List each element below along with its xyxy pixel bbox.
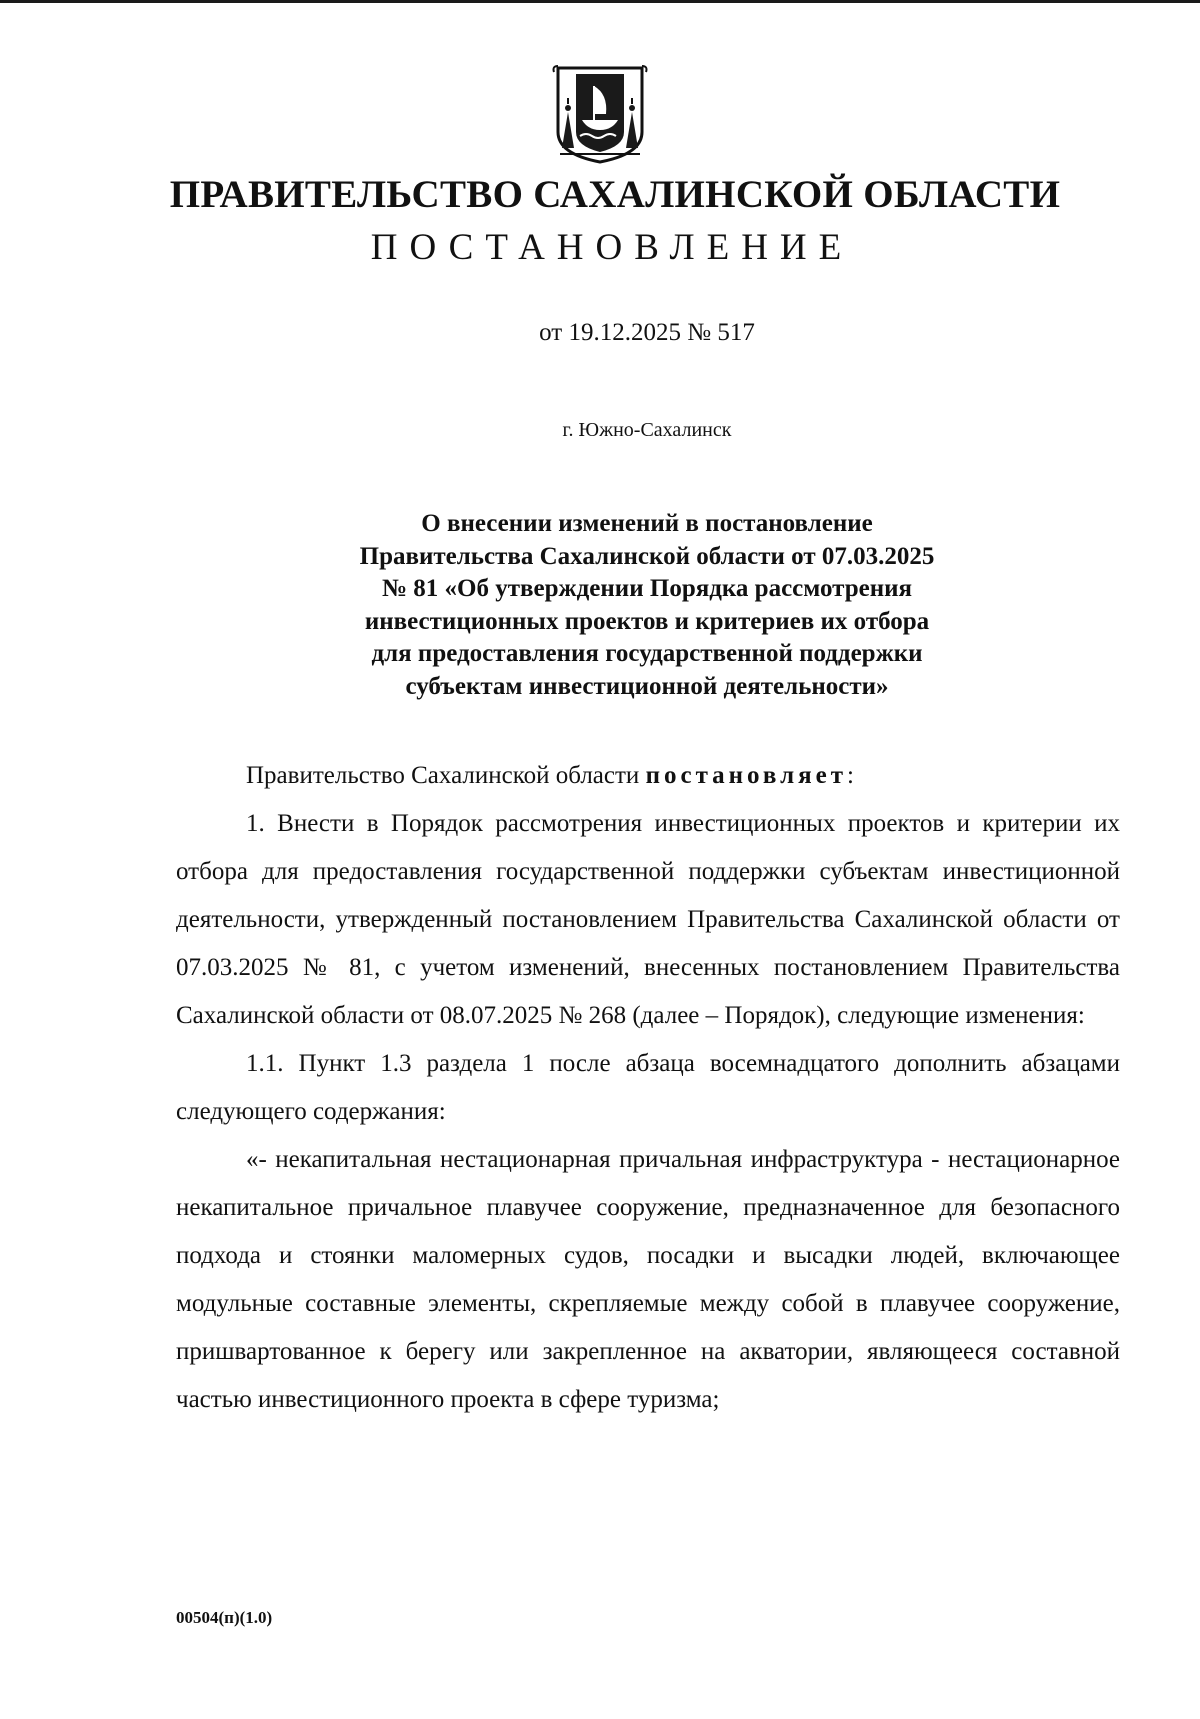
document-city: г. Южно-Сахалинск [562,419,732,441]
scan-top-edge [0,0,1200,3]
government-title: ПРАВИТЕЛЬСТВО САХАЛИНСКОЙ ОБЛАСТИ [169,173,1061,216]
subject-line: для предоставления государственной поддержки [371,640,923,667]
document-body [176,752,1120,1424]
subject-line: субъектам инвестиционной деятельности» [405,672,889,700]
document-date-number: от 19.12.2025 № 517 [539,319,755,346]
preamble-end: : [847,762,854,789]
subject-line: О внесении изменений в постановление [421,510,873,537]
preamble-text: Правительство Сахалинской области [246,762,646,789]
form-code: 00504(п)(1.0) [176,1608,273,1627]
subject-line: Правительства Сахалинской области от 07.03.2025 [359,542,935,570]
subject-line: № 81 «Об утверждении Порядка рассмотрения [381,575,913,602]
document-kind-title: ПОСТАНОВЛЕНИЕ [370,227,854,268]
body-paragraph: 1.1. Пункт 1.3 раздела 1 после абзаца восемнадцатого дополнить абзацами следующего содержания: [176,1050,1120,1125]
subject-line: инвестиционных проектов и критериев их отбора [364,607,930,635]
body-paragraph: «- некапитальная нестационарная причальная инфраструктура - нестационарное некапитальное причальное плавучее сооружение, предназначенное для безопасного подхода и стоянки маломерных судов, посадки и высадки людей, включающее модульные составные элементы, скрепляемые между собой в плавучее сооружение, пришвартованное к берегу или закрепленное на акватории, являющееся составной частью инвестиционного проекта в сфере туризма; [176,1146,1120,1413]
preamble-paragraph [176,752,1120,800]
document-subject [0,508,1200,703]
body-paragraph: 1. Внести в Порядок рассмотрения инвестиционных проектов и критерии их отбора для предоставления государственной поддержки субъектам инвестиционной деятельности, утвержденный постановлением Правительства Сахалинской области от 07.03.2025 № 81, с учетом изменений, внесенных постановлением Правительства Сахалинской области от 08.07.2025 № 268 (далее – Порядок), следующие изменения: [176,810,1120,1029]
coat-of-arms-icon [550,62,650,164]
preamble-emphasis: постановляет [645,762,848,789]
